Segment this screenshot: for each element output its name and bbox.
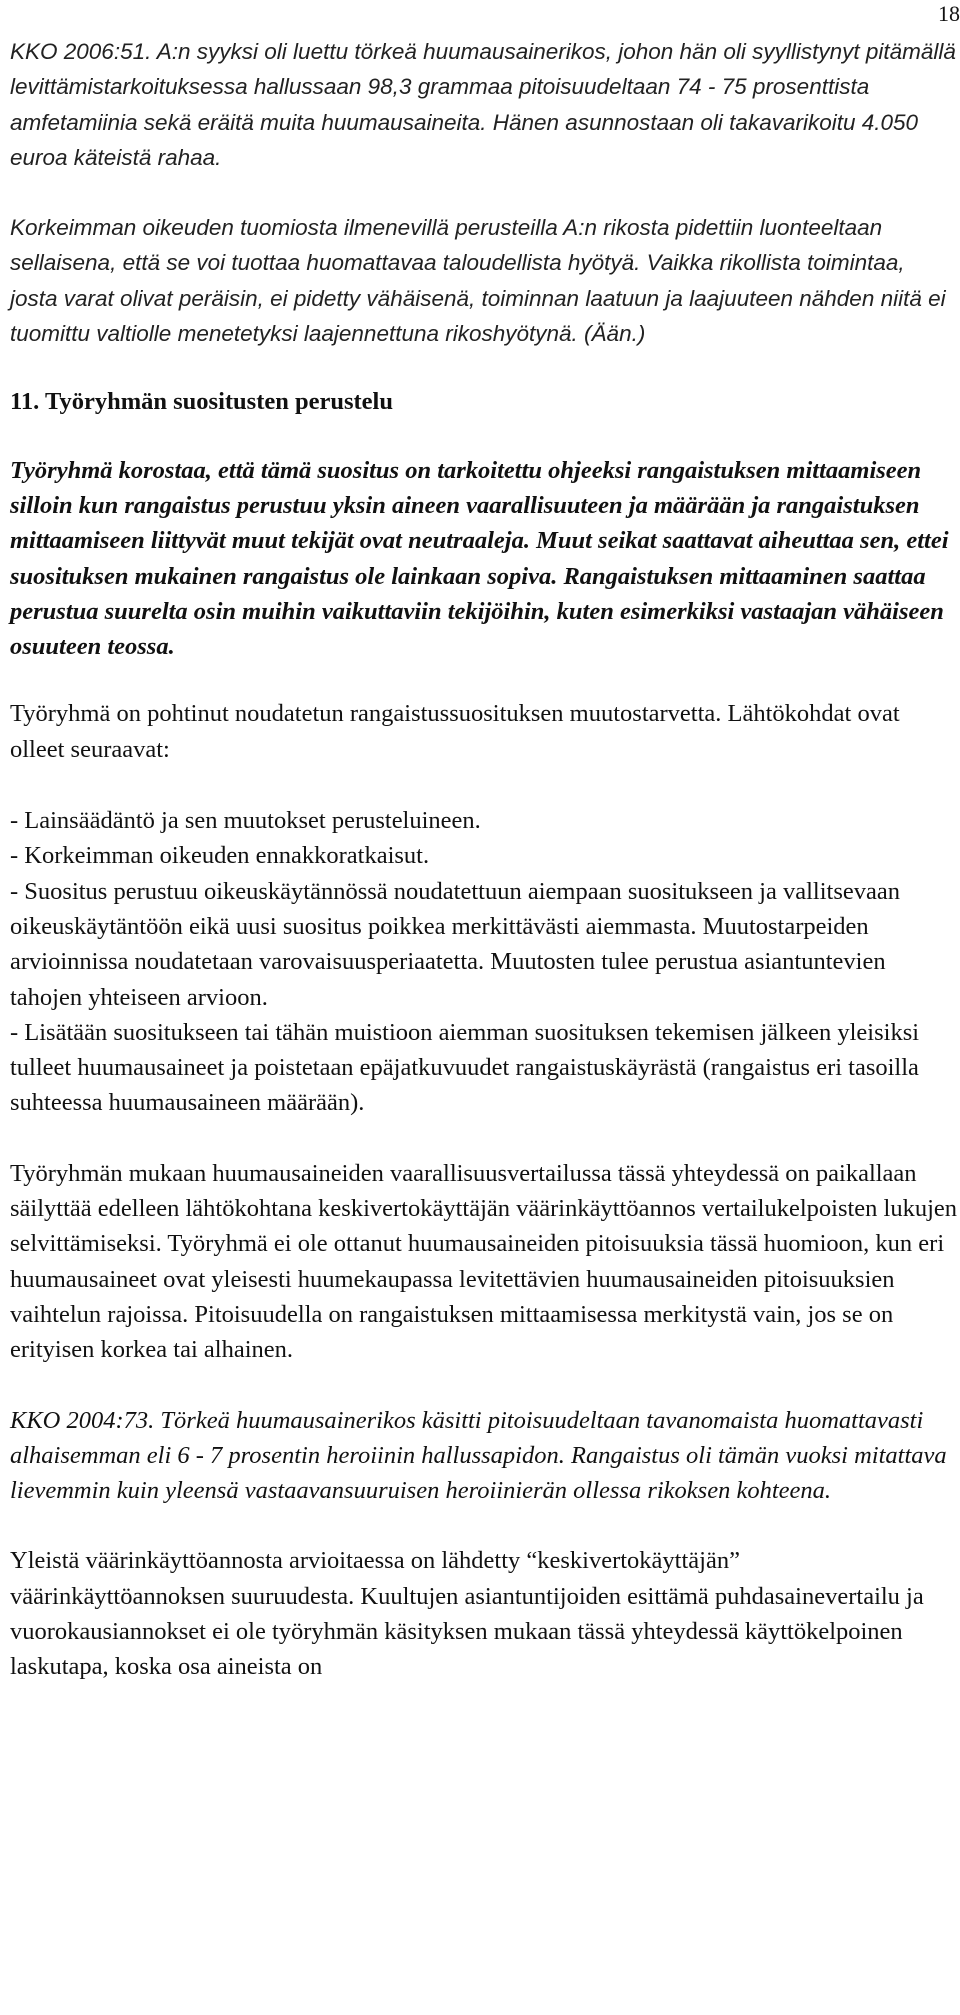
list-item: - Suositus perustuu oikeuskäytännössä noudatettuun aiempaan suositukseen ja vallitsevaan oikeuskäytäntöön eikä uusi suositus poikkea merkittävästi aiemmasta. Muutostarpeiden arvioinnissa noudatetaan varovaisuusperiaatetta. Muutosten tulee perustua asiantuntevien tahojen yhteiseen arvioon. <box>10 877 900 1011</box>
emphasis-paragraph: Työryhmä korostaa, että tämä suositus on tarkoitettu ohjeeksi rangaistuksen mittaamiseen silloin kun rangaistus perustuu yksin aineen vaarallisuuteen ja määrään ja rangaistuksen mittaamiseen liittyvät muut tekijät ovat neutraaleja. Muut seikat saattavat aiheuttaa sen, ettei suosituksen mukainen rangaistus ole lainkaan sopiva. Rangaistuksen mittaaminen saattaa perustua suurelta osin muihin vaikuttaviin tekijöihin, kuten esimerkiksi vastaajan vähäiseen osuuteen teossa. <box>10 456 949 661</box>
list-item: - Lisätään suositukseen tai tähän muistioon aiemman suosituksen tekemisen jälkeen yleisiksi tulleet huumausaineet ja poistetaan epäjatkuvuudet rangaistuskäyrästä (rangaistus eri tasoilla suhteessa huumausaineen määrään). <box>10 1018 920 1117</box>
paragraph-starting-points: Työryhmä on pohtinut noudatetun rangaistussuosituksen muutostarvetta. Lähtökohdat ovat olleet seuraavat: <box>10 700 900 763</box>
paragraph-dose-comparison: Työryhmän mukaan huumausaineiden vaarallisuusvertailussa tässä yhteydessä on paikallaan säilyttää edelleen lähtökohtana keskivertokäyttäjän väärinkäyttöannos vertailukelpoisten lukujen selvittämiseksi. Työryhmä ei ole ottanut huumausaineiden pitoisuuksia tässä huomioon, kun eri huumausaineet ovat yleisesti huumekaupassa levitettävien huumausaineiden pitoisuuksien vaihtelun rajoissa. Pitoisuudella on rangaistuksen mittaamisessa merkitystä vain, jos se on erityisen korkea tai alhainen. <box>10 1159 958 1364</box>
list-item: - Lainsäädäntö ja sen muutokset perusteluineen. <box>10 807 481 835</box>
document-body <box>10 34 958 1685</box>
list-item: - Korkeimman oikeuden ennakkoratkaisut. <box>10 842 430 870</box>
page-number: 18 <box>938 1 960 26</box>
case-kko-2004-73: KKO 2004:73. Törkeä huumausainerikos käsitti pitoisuudeltaan tavanomaista huomattavasti alhaisemman eli 6 - 7 prosentin heroiinin hallussapidon. Rangaistus oli tämän vuoksi mitattava lievemmin kuin yleensä vastaavansuuruisen heroiinierän ollessa rikoksen kohteena. <box>10 1406 947 1505</box>
paragraph-average-user-dose: Yleistä väärinkäyttöannosta arvioitaessa on lähdetty “keskivertokäyttäjän” väärinkäyttöannoksen suuruudesta. Kuultujen asiantuntijoiden esittämä puhdasainevertailu ja vuorokausiannokset ei ole työryhmän käsityksen mukaan tässä yhteydessä käyttökelpoinen laskutapa, koska osa aineista on <box>10 1547 924 1681</box>
case-kko-2006-51-reasoning: Korkeimman oikeuden tuomiosta ilmenevillä perusteilla A:n rikosta pidettiin luonteeltaan sellaisena, että se voi tuottaa huomattavaa taloudellista hyötyä. Vaikka rikollista toimintaa, josta varat olivat peräisin, ei pidetty vähäisenä, toiminnan laatuun ja laajuuteen nähden niitä ei tuomittu valtiolle menetetyksi laajennettuna rikoshyötynä. (Ään.) <box>10 215 946 347</box>
case-kko-2006-51: KKO 2006:51. A:n syyksi oli luettu törkeä huumausainerikos, johon hän oli syyllistynyt pitämällä levittämistarkoituksessa hallussaan 98,3 grammaa pitoisuudeltaan 74 - 75 prosenttista amfetamiinia sekä eräitä muita huumausaineita. Hänen asunnostaan oli takavarikoitu 4.050 euroa käteistä rahaa. <box>10 39 956 170</box>
section-heading: 11. Työryhmän suositusten perustelu <box>10 388 393 416</box>
